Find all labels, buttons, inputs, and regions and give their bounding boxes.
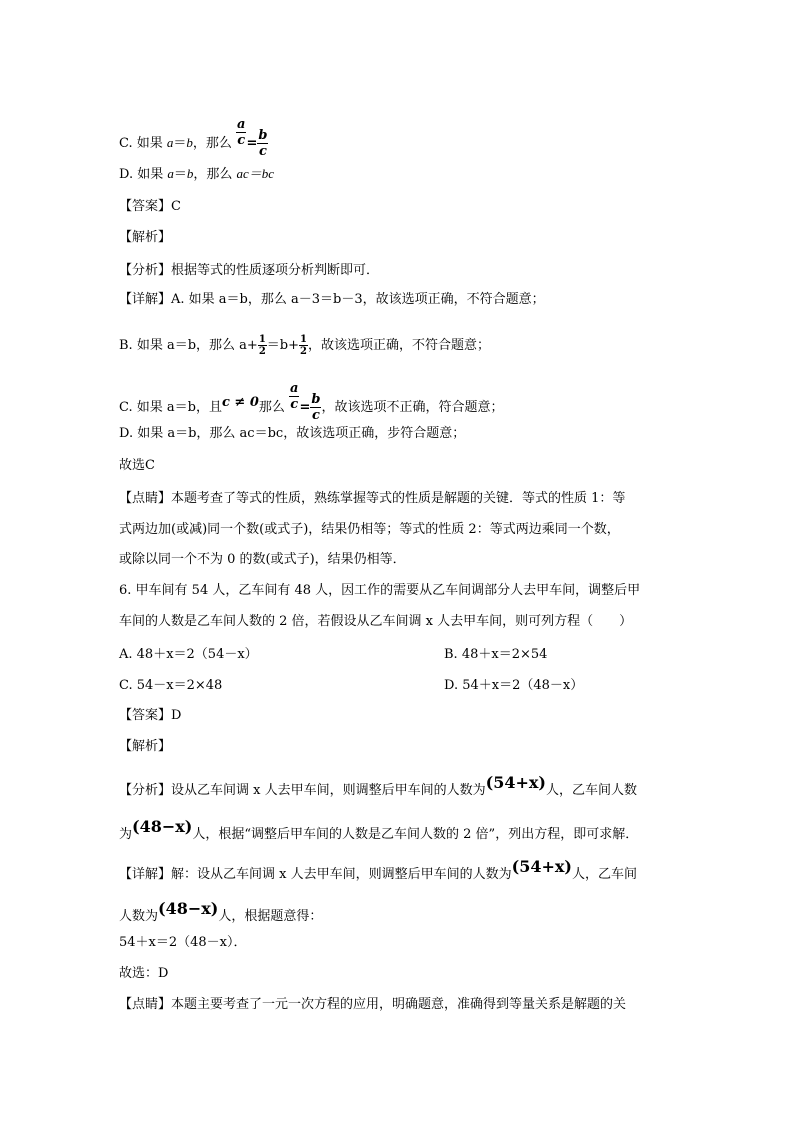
q5-guxuan: 故选C — [119, 458, 155, 473]
q6-equation: 54＋x＝2（48－x）． — [119, 935, 247, 950]
q6-option-a: A. 48＋x＝2（54－x） — [119, 647, 258, 662]
q5-xiangjie-b — [119, 334, 490, 357]
fenxi-label: 【分析】 — [119, 263, 172, 278]
fraction-b-over-c: $\frac{b}{c}$ — [258, 128, 268, 159]
expr-54-plus-x: (54+x) — [485, 773, 546, 792]
q5-xiangjie-d: D. 如果 a＝b，那么 ac＝bc，故该选项正确，步符合题意； — [119, 426, 466, 441]
q5-dianjing-2: 式两边加(或减)同一个数(或式子)，结果仍相等；等式的性质 2：等式两边乘同一个数， — [119, 522, 620, 537]
frac-equals: = — [299, 400, 311, 415]
fraction-a-over-c: $\frac{a}{c}$ — [290, 381, 299, 412]
fenxi-text-1a: 设从乙车间调 x 人去甲车间，则调整后甲车间的人数为 — [171, 783, 486, 798]
fraction-b-over-c: $\frac{b}{c}$ — [311, 392, 321, 423]
q6-stem-1: 6. 甲车间有 54 人，乙车间有 48 人，因工作的需要从乙车间调部分人去甲车间，调整后甲 — [119, 583, 641, 598]
option-d-prefix: D. 如果 — [119, 167, 168, 182]
fenxi-text-2b: 人，根据“调整后甲车间的人数是乙车间人数的 2 倍”，列出方程，即可求解． — [192, 827, 639, 842]
option-c-prefix: C. 如果 — [119, 136, 167, 151]
answer-value: C — [171, 199, 181, 214]
var-b: b — [186, 166, 194, 181]
q5-dianjing-1 — [119, 490, 625, 508]
fenxi-label: 【分析】 — [119, 783, 172, 798]
q6-option-c: C. 54－x＝2×48 — [119, 678, 223, 693]
q5-answer — [119, 198, 181, 216]
answer-label: 【答案】 — [119, 708, 172, 723]
dianjing-text-1: 本题主要考查了一元一次方程的应用，明确题意，准确得到等量关系是解题的关 — [171, 997, 627, 1012]
equals-sign: ＝ — [173, 136, 187, 151]
q6-fenxi-2 — [119, 817, 639, 844]
fenxi-text: 根据等式的性质逐项分析判断即可． — [171, 263, 380, 278]
xiangjie-label: 【详解】 — [119, 867, 172, 882]
q6-xiangjie-1 — [119, 857, 637, 884]
var-b: b — [186, 135, 193, 150]
fraction-one-half: $\frac{1}{2}$ — [300, 334, 307, 357]
q5-analysis-title: 【解析】 — [119, 230, 172, 245]
xiangjie-label: 【详解】 — [119, 292, 172, 307]
var-a: a — [166, 135, 174, 150]
xiangjie-c-then: 那么 — [258, 400, 285, 415]
fenxi-text-1b: 人，乙车间人数 — [545, 783, 637, 798]
condition-c-nonzero: c ≠ 0 — [221, 395, 259, 410]
expr-48-minus-x: (48−x) — [132, 817, 193, 836]
xiangjie-text-2b: 人，根据题意得： — [218, 909, 323, 924]
xiangjie-text-2a: 人数为 — [119, 909, 159, 924]
equals-sign: ＝ — [173, 167, 187, 182]
dianjing-label: 【点睛】 — [119, 997, 172, 1012]
fraction-one-half: $\frac{1}{2}$ — [258, 334, 266, 357]
q5-fenxi — [119, 262, 379, 280]
q5-option-d — [119, 165, 274, 184]
q6-fenxi-1 — [119, 773, 637, 800]
q6-guxuan: 故选：D — [119, 966, 169, 981]
xiangjie-a-text: A. 如果 a＝b，那么 a－3＝b－3，故该选项正确，不符合题意； — [171, 292, 545, 307]
option-c-mid: ，那么 — [192, 136, 237, 151]
q6-stem-2: 车间的人数是乙车间人数的 2 倍，若假设从乙车间调 x 人去甲车间，则可列方程（ ） — [119, 614, 633, 629]
answer-label: 【答案】 — [119, 199, 172, 214]
q5-xiangjie-c — [119, 381, 504, 423]
q6-xiangjie-2 — [119, 899, 323, 926]
xiangjie-text-1b: 人，乙车间 — [571, 867, 637, 882]
xiangjie-text-1a: 解：设从乙车间调 x 人去甲车间，则调整后甲车间的人数为 — [171, 867, 512, 882]
q6-option-d: D. 54＋x＝2（48－x） — [444, 678, 584, 693]
q6-answer — [119, 707, 181, 725]
dianjing-label: 【点睛】 — [119, 491, 172, 506]
q5-dianjing-3: 或除以同一个不为 0 的数(或式子)，结果仍相等． — [119, 552, 406, 567]
q6-dianjing-1 — [119, 996, 626, 1014]
var-a: a — [167, 166, 174, 181]
xiangjie-b-mid: ＝b+ — [266, 338, 299, 353]
fenxi-text-2a: 为 — [119, 827, 133, 842]
xiangjie-b-suffix: ，故该选项正确，不符合题意； — [307, 338, 490, 353]
answer-value: D — [171, 708, 182, 723]
expr-ac-bc: ac＝bc — [236, 166, 275, 181]
dianjing-text-1: 本题考查了等式的性质，熟练掌握等式的性质是解题的关键．等式的性质 1：等 — [171, 491, 626, 506]
frac-equals: = — [246, 136, 258, 151]
xiangjie-b-prefix: B. 如果 a＝b，那么 a+ — [119, 338, 258, 353]
q6-option-b: B. 48＋x＝2×54 — [444, 647, 548, 662]
fraction-a-over-c: $\frac{a}{c}$ — [237, 117, 246, 148]
expr-54-plus-x: (54+x) — [511, 857, 572, 876]
option-d-mid: ，那么 — [193, 167, 237, 182]
expr-48-minus-x: (48−x) — [158, 899, 219, 918]
q6-analysis-title: 【解析】 — [119, 739, 172, 754]
q5-option-c — [119, 117, 268, 159]
q5-xiangjie-a — [119, 291, 545, 309]
xiangjie-c-prefix: C. 如果 a＝b，且 — [119, 400, 222, 415]
xiangjie-c-suffix: ，故该选项不正确，符合题意； — [321, 400, 504, 415]
